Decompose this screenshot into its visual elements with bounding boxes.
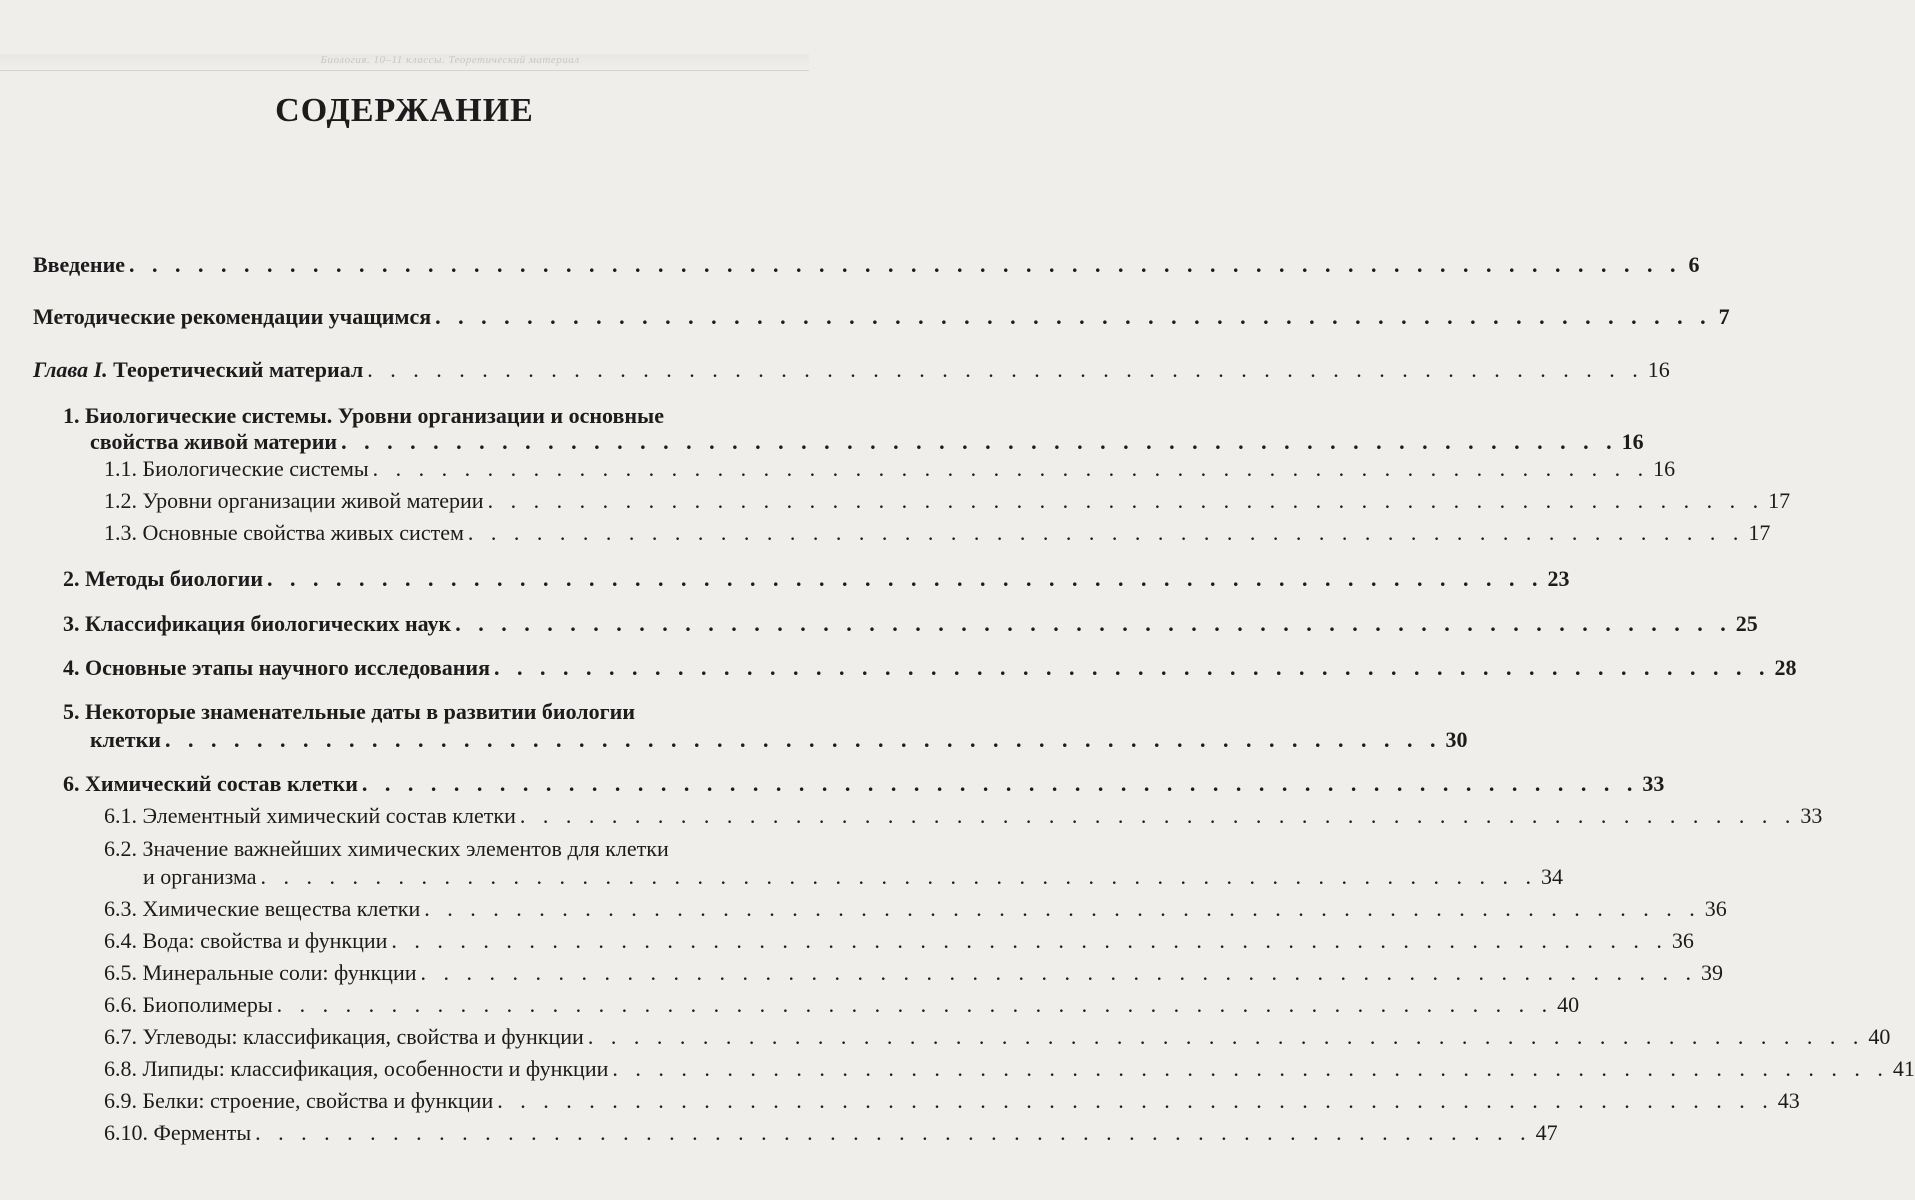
toc-entry-label: Теоретический материал	[113, 357, 364, 382]
toc-page-number: 25	[1735, 611, 1758, 636]
toc-entry-label: 6.8. Липиды: классификация, особенности и функции	[104, 1056, 609, 1081]
toc-entry-label: 6. Химический состав клетки	[63, 771, 358, 796]
toc-entry-s6-1[interactable]	[104, 803, 1823, 829]
toc-page-number: 7	[1718, 304, 1730, 329]
toc-entry-s6-2-line1[interactable]: 6.2. Значение важнейших химических элементов для клетки	[104, 836, 669, 861]
dot-leader: . . . . . . . . . . . . . . . . . . . . . . . . . . . . . . . . . . . . . . . . . . . . . . . . . . . . . . . .	[164, 727, 1442, 752]
toc-entry-label: 6.1. Элементный химический состав клетки	[104, 803, 516, 828]
toc-page-number: 6	[1688, 252, 1700, 277]
toc-entry-s1-3[interactable]	[104, 520, 1771, 546]
toc-entry-s1-2[interactable]	[104, 488, 1791, 514]
dot-leader: . . . . . . . . . . . . . . . . . . . . . . . . . . . . . . . . . . . . . . . . . . . . . . . . . . . . . . . .	[255, 1120, 1532, 1145]
toc-entry-label: 1.3. Основные свойства живых систем	[104, 520, 464, 545]
toc-entry-chapter-1[interactable]	[33, 357, 1670, 383]
toc-entry-s2[interactable]	[63, 566, 1570, 592]
toc-page-number: 16	[1653, 456, 1676, 481]
toc-page-number: 33	[1800, 803, 1823, 828]
dot-leader: . . . . . . . . . . . . . . . . . . . . . . . . . . . . . . . . . . . . . . . . . . . . . . . . . . . . . . . .	[341, 429, 1618, 454]
toc-entry-label: 1.2. Уровни организации живой материи	[104, 488, 484, 513]
toc-page-number: 40	[1557, 992, 1580, 1017]
dot-leader: . . . . . . . . . . . . . . . . . . . . . . . . . . . . . . . . . . . . . . . . . . . . . . . . . . . . . . . .	[260, 864, 1538, 889]
dot-leader: . . . . . . . . . . . . . . . . . . . . . . . . . . . . . . . . . . . . . . . . . . . . . . . . . . . . . . . .	[361, 771, 1639, 796]
dot-leader: . . . . . . . . . . . . . . . . . . . . . . . . . . . . . . . . . . . . . . . . . . . . . . . . . . . . . . . .	[424, 896, 1701, 921]
dot-leader: . . . . . . . . . . . . . . . . . . . . . . . . . . . . . . . . . . . . . . . . . . . . . . . . . . . . . . . .	[367, 357, 1644, 382]
toc-entry-s1[interactable]	[90, 429, 1644, 455]
dot-leader: . . . . . . . . . . . . . . . . . . . . . . . . . . . . . . . . . . . . . . . . . . . . . . . . . . . . . . . .	[587, 1024, 1865, 1049]
toc-entry-s1-1[interactable]	[104, 456, 1676, 482]
toc-entry-s4[interactable]	[63, 655, 1797, 681]
toc-entry-s6-3[interactable]	[104, 896, 1727, 922]
toc-entry-s6-5[interactable]	[104, 960, 1723, 986]
toc-entry-label: 6.5. Минеральные соли: функции	[104, 960, 417, 985]
toc-entry-label: 3. Классификация биологических наук	[63, 611, 452, 636]
dot-leader: . . . . . . . . . . . . . . . . . . . . . . . . . . . . . . . . . . . . . . . . . . . . . . . . . . . . . . . .	[435, 304, 1712, 329]
toc-page-number: 16	[1647, 357, 1670, 382]
toc-page-number: 34	[1541, 864, 1564, 889]
toc-page-number: 17	[1748, 520, 1771, 545]
toc-entry-label: и организма	[143, 864, 257, 889]
toc-page-number: 17	[1768, 488, 1791, 513]
toc-entry-s6-10[interactable]	[104, 1120, 1558, 1146]
toc-page-number: 41	[1892, 1056, 1915, 1081]
toc-entry-intro[interactable]	[33, 252, 1700, 278]
toc-entry-s6-6[interactable]	[104, 992, 1580, 1018]
toc-entry-label: 6.10. Ферменты	[104, 1120, 252, 1145]
toc-entry-s6-7[interactable]	[104, 1024, 1891, 1050]
toc-entry-label: 6.3. Химические вещества клетки	[104, 896, 421, 921]
toc-entry-label: 6.9. Белки: строение, свойства и функции	[104, 1088, 494, 1113]
dot-leader: . . . . . . . . . . . . . . . . . . . . . . . . . . . . . . . . . . . . . . . . . . . . . . . . . . . . . . . .	[467, 520, 1745, 545]
dot-leader: . . . . . . . . . . . . . . . . . . . . . . . . . . . . . . . . . . . . . . . . . . . . . . . . . . . . . . . .	[267, 566, 1544, 591]
toc-page-number: 30	[1445, 727, 1468, 752]
toc-entry-label: 4. Основные этапы научного исследования	[63, 655, 490, 680]
running-header-text: Биология. 10–11 классы. Теоретический материал	[320, 54, 580, 66]
dot-leader: . . . . . . . . . . . . . . . . . . . . . . . . . . . . . . . . . . . . . . . . . . . . . . . . . . . . . . . .	[391, 928, 1668, 953]
dot-leader: . . . . . . . . . . . . . . . . . . . . . . . . . . . . . . . . . . . . . . . . . . . . . . . . . . . . . . . .	[276, 992, 1554, 1017]
dot-leader: . . . . . . . . . . . . . . . . . . . . . . . . . . . . . . . . . . . . . . . . . . . . . . . . . . . . . . . .	[497, 1088, 1774, 1113]
dot-leader: . . . . . . . . . . . . . . . . . . . . . . . . . . . . . . . . . . . . . . . . . . . . . . . . . . . . . . . .	[612, 1056, 1889, 1081]
toc-page-number: 39	[1701, 960, 1723, 985]
toc-page-number: 36	[1704, 896, 1727, 921]
toc-entry-label: 2. Методы биологии	[63, 566, 263, 591]
toc-entry-s1-line1[interactable]: 1. Биологические системы. Уровни организации и основные	[63, 403, 664, 428]
dot-leader: . . . . . . . . . . . . . . . . . . . . . . . . . . . . . . . . . . . . . . . . . . . . . . . . . . . . . . . .	[420, 960, 1697, 985]
toc-entry-label: 6.6. Биополимеры	[104, 992, 273, 1017]
dot-leader: . . . . . . . . . . . . . . . . . . . . . . . . . . . . . . . . . . . . . . . . . . . . . . . . . . . . . . . .	[487, 488, 1765, 513]
dot-leader: . . . . . . . . . . . . . . . . . . . . . . . . . . . . . . . . . . . . . . . . . . . . . . . . . . . . . . . .	[519, 803, 1797, 828]
toc-page-number: 36	[1671, 928, 1694, 953]
toc-page-number: 40	[1868, 1024, 1891, 1049]
toc-entry-label: Введение	[33, 252, 126, 277]
toc-entry-s5-line1[interactable]: 5. Некоторые знаменательные даты в развитии биологии	[63, 699, 635, 724]
toc-entry-label: 6.7. Углеводы: классификация, свойства и функции	[104, 1024, 584, 1049]
toc-entry-s6[interactable]	[63, 771, 1665, 797]
toc-entry-label: клетки	[90, 727, 161, 752]
toc-entry-s6-9[interactable]	[104, 1088, 1800, 1114]
chapter-prefix: Глава I.	[33, 357, 108, 382]
toc-page-number: 16	[1621, 429, 1644, 454]
toc-entry-s6-8[interactable]	[104, 1056, 1915, 1082]
toc-page-number: 47	[1535, 1120, 1558, 1145]
toc-page-number: 28	[1774, 655, 1797, 680]
toc-page-number: 43	[1777, 1088, 1800, 1113]
toc-entry-s5[interactable]	[90, 727, 1468, 753]
toc-entry-label: Методические рекомендации учащимся	[33, 304, 432, 329]
toc-page-number: 33	[1642, 771, 1665, 796]
toc-entry-s6-2[interactable]	[143, 864, 1564, 890]
dot-leader: . . . . . . . . . . . . . . . . . . . . . . . . . . . . . . . . . . . . . . . . . . . . . . . . . . . . . . . .	[455, 611, 1732, 636]
toc-entry-s6-4[interactable]	[104, 928, 1694, 954]
toc-page-number: 23	[1547, 566, 1570, 591]
toc-entry-label: 6.4. Вода: свойства и функции	[104, 928, 388, 953]
toc-entry-s3[interactable]	[63, 611, 1758, 637]
dot-leader: . . . . . . . . . . . . . . . . . . . . . . . . . . . . . . . . . . . . . . . . . . . . . . . . . . . . . . . .	[372, 456, 1650, 481]
toc-entry-label: свойства живой материи	[90, 429, 338, 454]
dot-leader: . . . . . . . . . . . . . . . . . . . . . . . . . . . . . . . . . . . . . . . . . . . . . . . . . . . . . . . . . . . . . . . . . . . .	[129, 252, 1682, 277]
page-title: СОДЕРЖАНИЕ	[275, 92, 534, 129]
toc-entry-label: 1.1. Биологические системы	[104, 456, 369, 481]
dot-leader: . . . . . . . . . . . . . . . . . . . . . . . . . . . . . . . . . . . . . . . . . . . . . . . . . . . . . . . .	[493, 655, 1771, 680]
toc-entry-method[interactable]	[33, 304, 1730, 330]
